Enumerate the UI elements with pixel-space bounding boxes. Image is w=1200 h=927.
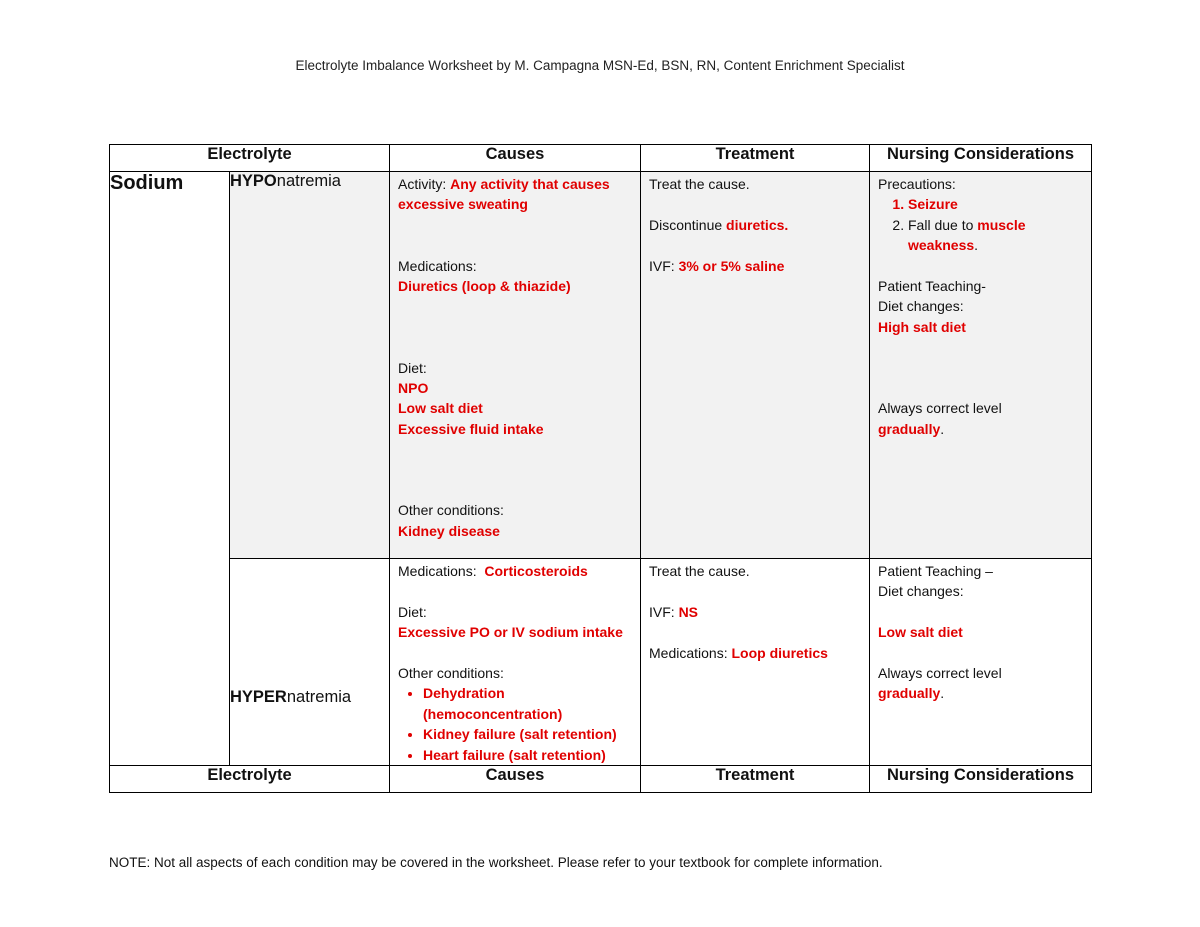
hyper-treat-cause: Treat the cause. xyxy=(649,563,750,579)
hyper-teaching-label: Patient Teaching – xyxy=(878,563,993,579)
hypo-medications-label: Medications: xyxy=(398,257,477,274)
hypo-always-value: gradually. xyxy=(878,420,945,437)
page-header: Electrolyte Imbalance Worksheet by M. Campagna MSN-Ed, BSN, RN, Content Enrichment Specialist xyxy=(295,58,905,73)
column-footer-causes: Causes xyxy=(390,766,641,793)
hyper-always-label: Always correct level xyxy=(878,665,1002,681)
hypo-diet-item: Low salt diet xyxy=(398,400,483,417)
hyper-diet-label: Diet: xyxy=(398,603,427,620)
hyper-other-label: Other conditions: xyxy=(398,665,504,681)
column-footer-nursing: Nursing Considerations xyxy=(870,766,1092,793)
list-item: 1. Seizure xyxy=(908,194,1085,214)
column-header-nursing: Nursing Considerations xyxy=(870,145,1092,172)
footnote: NOTE: Not all aspects of each condition may be covered in the worksheet. Please refer to your textbook for complete information. xyxy=(109,855,883,870)
list-item: • Dehydration (hemoconcentration) xyxy=(423,683,634,724)
hyper-nursing-cell xyxy=(870,559,1092,766)
hypo-always-label: Always correct level xyxy=(878,400,1002,417)
condition-hyponatremia: HYPOnatremia xyxy=(230,172,390,559)
hypo-other-label: Other conditions: xyxy=(398,502,504,519)
hypo-discontinue: Discontinue diuretics. xyxy=(649,216,789,233)
hypo-diet-value: High salt diet xyxy=(878,318,966,335)
hypo-medications-value: Diuretics (loop & thiazide) xyxy=(398,278,571,294)
hypo-precautions-label: Precautions: xyxy=(878,176,956,192)
column-header-electrolyte: Electrolyte xyxy=(110,145,390,172)
list-item: • Heart failure (salt retention) xyxy=(423,745,634,765)
column-footer-electrolyte: Electrolyte xyxy=(110,766,390,793)
hyper-causes-cell xyxy=(390,559,641,766)
condition-hypernatremia: HYPERnatremia xyxy=(230,559,390,766)
column-footer-treatment: Treatment xyxy=(641,766,870,793)
hyper-diet-value: Low salt diet xyxy=(878,624,963,641)
table-header-row xyxy=(110,145,1092,172)
column-header-treatment: Treatment xyxy=(641,145,870,172)
hypernatremia-row xyxy=(110,559,1092,766)
hypo-diet-label: Diet: xyxy=(398,359,427,376)
hyper-always-value: gradually. xyxy=(878,685,945,702)
electrolyte-name: Sodium xyxy=(110,172,230,766)
hyper-medications-treatment: Medications: Loop diuretics xyxy=(649,644,828,661)
hyper-diet-changes-label: Diet changes: xyxy=(878,583,964,600)
hyper-treatment-cell xyxy=(641,559,870,766)
list-item: • Kidney failure (salt retention) xyxy=(423,724,634,744)
electrolyte-table xyxy=(109,144,1092,793)
hypo-teaching-label: Patient Teaching- xyxy=(878,278,986,295)
list-item: 2. Fall due to muscle weakness. xyxy=(908,215,1085,256)
hypo-ivf: IVF: 3% or 5% saline xyxy=(649,257,785,274)
hypo-activity: Activity: Any activity that causes excessive sweating xyxy=(398,176,610,213)
hyper-other-list xyxy=(398,683,634,765)
hypo-precautions-list xyxy=(878,194,1085,255)
column-header-causes: Causes xyxy=(390,145,641,172)
hypo-diet-item: NPO xyxy=(398,379,429,396)
hypo-treatment-cell xyxy=(641,172,870,559)
hypo-other-value: Kidney disease xyxy=(398,522,500,539)
hypo-diet-item: Excessive fluid intake xyxy=(398,420,544,437)
hypo-treat-cause: Treat the cause. xyxy=(649,176,750,192)
hypo-diet-changes-label: Diet changes: xyxy=(878,298,964,315)
hyper-medications: Medications: Corticosteroids xyxy=(398,563,588,579)
table-footer-row xyxy=(110,766,1092,793)
hypo-causes-cell xyxy=(390,172,641,559)
hypo-nursing-cell xyxy=(870,172,1092,559)
hyper-ivf: IVF: NS xyxy=(649,603,699,620)
hyper-diet-value: Excessive PO or IV sodium intake xyxy=(398,624,623,641)
hyponatremia-row xyxy=(110,172,1092,559)
